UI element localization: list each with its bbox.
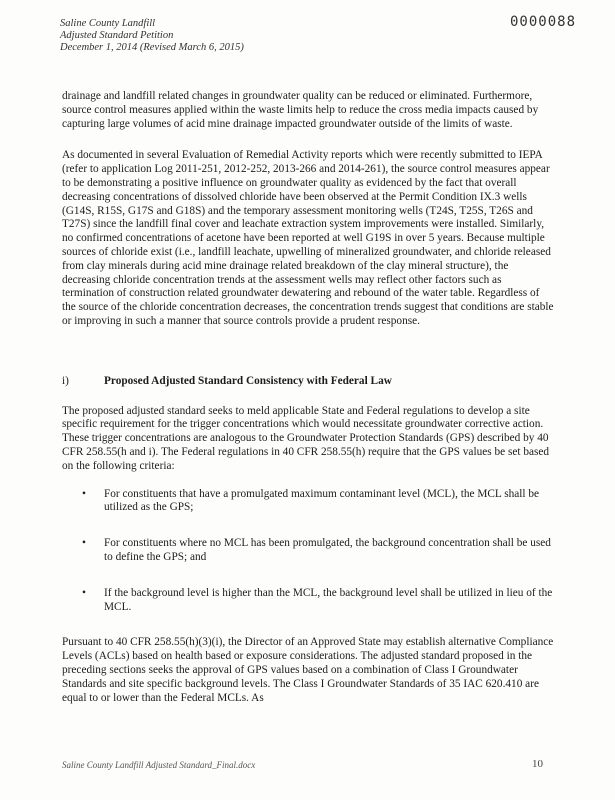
bullet-icon: • — [82, 487, 86, 500]
section-number: i) — [62, 374, 69, 387]
page-number: 10 — [532, 758, 543, 770]
bullet-icon: • — [82, 586, 86, 599]
bullet-icon: • — [82, 537, 86, 550]
bates-number: 0000088 — [510, 14, 577, 30]
list-item — [62, 537, 554, 565]
document-header — [60, 18, 244, 54]
criterion-text: For constituents where no MCL has been promulgated, the background concentration shall be used to define the GPS; and — [104, 537, 551, 563]
header-doc-title: Adjusted Standard Petition — [60, 30, 174, 41]
paragraph-acls: Pursuant to 40 CFR 258.55(h)(3)(i), the Director of an Approved State may establish alternative Compliance Levels (ACLs) based on health based or exposure considerations. The adjusted standard proposed in the preceding sections seeks the approval of GPS values based on a combination of Class I Groundwater Standards and site specific background levels. The Class I Groundwater Standards of 35 IAC 620.410 are equal to or lower than the Federal MCLs. As — [62, 636, 554, 704]
header-site-name: Saline County Landfill — [60, 18, 156, 29]
footer-filename: Saline County Landfill Adjusted Standard_Final.docx — [62, 760, 256, 770]
list-item — [62, 488, 554, 516]
section-heading — [62, 375, 554, 389]
section-title: Proposed Adjusted Standard Consistency with Federal Law — [104, 374, 392, 387]
document-body — [62, 90, 554, 719]
criterion-text: If the background level is higher than the MCL, the background level shall be utilized in lieu of the MCL. — [104, 586, 553, 613]
gps-criteria-list — [62, 488, 554, 615]
criterion-text: For constituents that have a promulgated maximum contaminant level (MCL), the MCL shall be utilized as the GPS; — [104, 487, 540, 514]
paragraph-continuation: drainage and landfill related changes in groundwater quality can be reduced or eliminated. Furthermore, source control measures applied within the waste limits help to reduce the cross media impacts caused by capturing large volumes of acid mine drainage impacted groundwater outside of the limits of waste. — [62, 90, 539, 130]
paragraph-remedial-activity: As documented in several Evaluation of Remedial Activity reports which were recently submitted to IEPA (refer to application Log 2011-251, 2012-252, 2013-266 and 2014-261), the source control measures appear to be demonstrating a positive influence on groundwater quality as evidenced by the fact that overall decreasing concentrations of dissolved chloride have been observed at the Permit Condition IX.3 wells (G14S, R15S, G17S and G18S) and the temporary assessment monitoring wells (T24S, T25S, T26S and T27S) since the landfill final cover and leachate extraction system improvements were installed. Similarly, no confirmed concentrations of acetone have been reported at well G19S in over 5 years. Because multiple sources of chloride exist (i.e., landfill leachate, upwelling of mineralized groundwater, and chloride released from clay minerals during acid mine drainage related breakdown of the clay mineral structure), the decreasing chloride concentration trends at the assessment wells may reflect other factors such as termination of construction related groundwater dewatering and rebound of the water table. Regardless of the source of the chloride concentration decreases, the concentration trends suggest that conditions are stable or improving in such a manner that source controls provide a prudent response. — [62, 149, 554, 327]
paragraph-federal-regulations: The proposed adjusted standard seeks to meld applicable State and Federal regulations to develop a site specific requirement for the trigger concentrations which would necessitate groundwater corrective action. These trigger concentrations are analogous to the Groundwater Protection Standards (GPS) described by 40 CFR 258.55(h and i). The Federal regulations in 40 CFR 258.55(h) require that the GPS values be set based on the following criteria: — [62, 404, 550, 472]
header-date: December 1, 2014 (Revised March 6, 2015) — [60, 42, 244, 53]
list-item — [62, 587, 554, 615]
